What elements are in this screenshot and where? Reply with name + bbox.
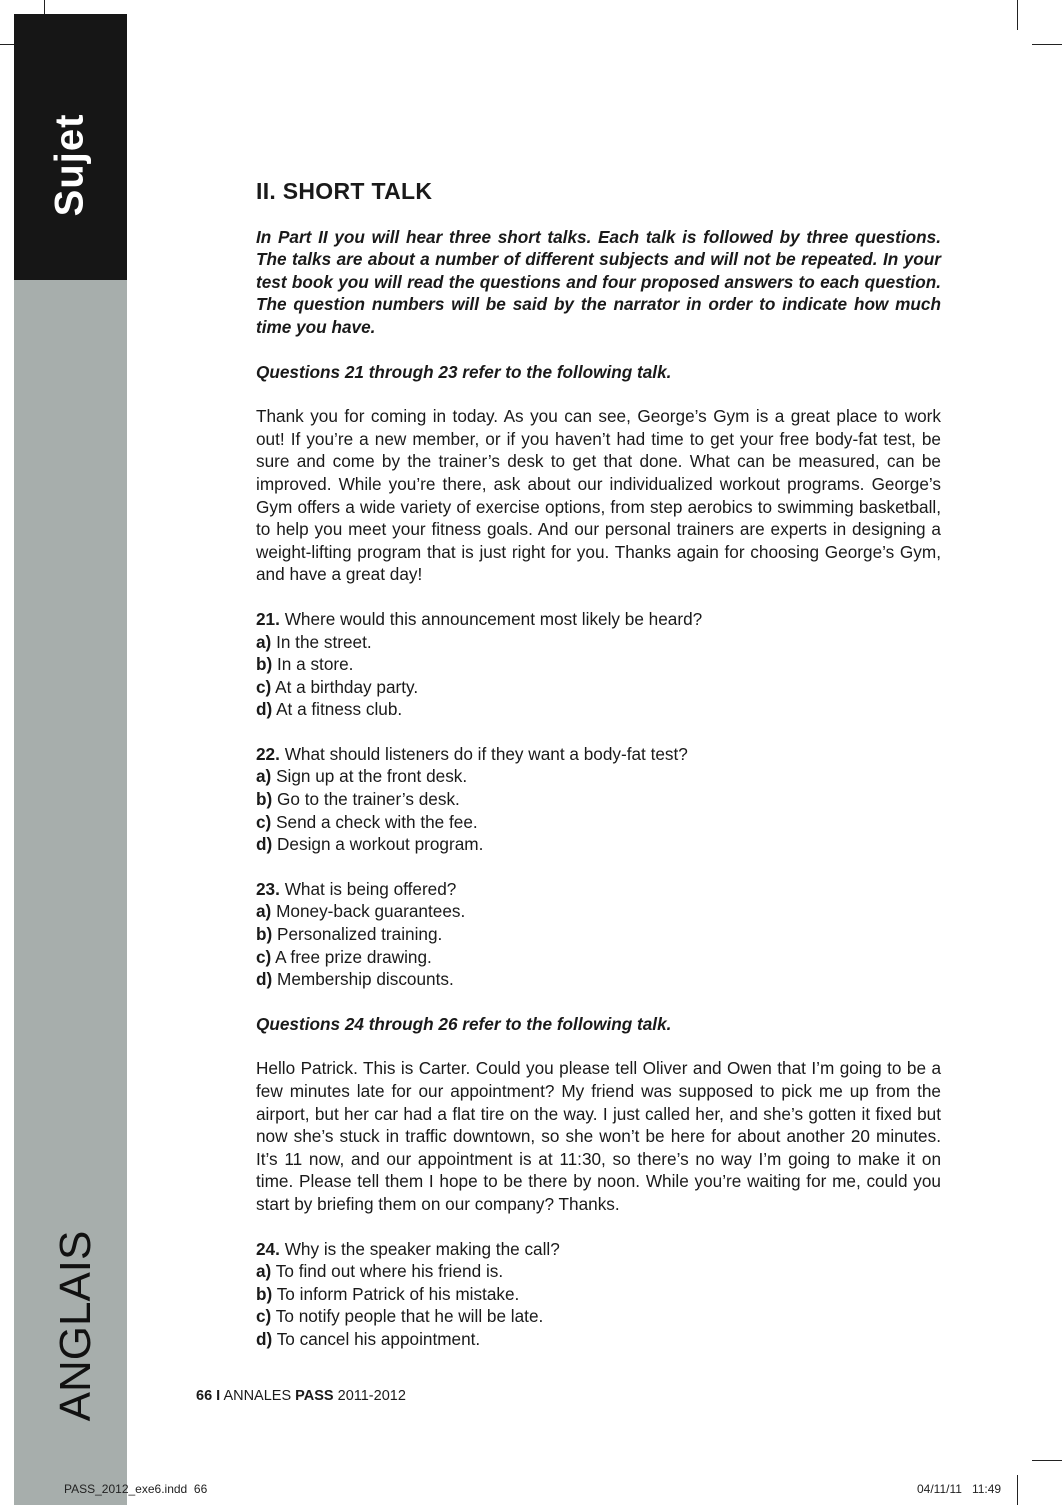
option-letter: d) <box>256 699 273 720</box>
option-letter: d) <box>256 834 273 855</box>
option-letter: d) <box>256 969 273 990</box>
option-letter: b) <box>256 1283 273 1304</box>
slug-time: 11:49 <box>971 1482 1002 1496</box>
questions-reference: Questions 24 through 26 refer to the following talk. <box>256 1013 672 1034</box>
slug-date: 04/11/11 <box>917 1482 962 1496</box>
crop-mark <box>1017 1475 1018 1505</box>
option-text: To find out where his friend is. <box>275 1261 504 1282</box>
question-text: What is being offered? <box>284 878 457 899</box>
option-letter: b) <box>256 924 273 945</box>
option-letter: c) <box>256 946 272 967</box>
print-slug-right <box>917 1482 1001 1496</box>
question-block <box>256 1238 941 1351</box>
question-text: Why is the speaker making the call? <box>284 1238 560 1259</box>
option-text: Personalized training. <box>277 924 443 945</box>
question-number: 21. <box>256 608 280 629</box>
footer-annales: ANNALES <box>223 1388 292 1404</box>
question-number: 23. <box>256 878 280 899</box>
option-text: To cancel his appointment. <box>276 1328 481 1349</box>
option-text: Money-back guarantees. <box>276 901 466 922</box>
option-text: Membership discounts. <box>277 969 454 990</box>
option-letter: c) <box>256 676 272 697</box>
answer-option <box>256 1305 941 1328</box>
slug-page: 66 <box>193 1482 208 1496</box>
talk-transcript: Hello Patrick. This is Carter. Could you please tell Oliver and Owen that I’m going to be a few minutes late for our appointment? My friend was supposed to pick me up from the airport, but her car had a flat tire on the way. I just called her, and she’s gotten it fixed but now she’s stuck in traffic downtown, so she won’t be here for about another 20 minutes. It’s 11 now, and our appointment is at 11:30, so there’s no way I’m going to make it on time. Please tell them I hope to be there by noon. While you’re waiting for me, could you start by briefing them on our company? Thanks. <box>256 1058 941 1214</box>
talk-transcript: Thank you for coming in today. As you can see, George’s Gym is a great place to work out! If you’re a new member, or if you haven’t had time to get your free body-fat test, be sure and come by the trainer’s desk to get that done. What can be measured, can be improved. While you’re there, ask about our individualized workout programs. George’s Gym offers a wide variety of exercise options, from step aerobics to swimming basketball, to help you meet your fitness goals. And our personal trainers are experts in designing a weight-lifting program that is just right for you. Thanks again for choosing George’s Gym, and have a great day! <box>256 406 941 585</box>
answer-option <box>256 900 941 923</box>
option-text: To inform Patrick of his mistake. <box>276 1283 520 1304</box>
page-content <box>256 180 941 1373</box>
question-text: Where would this announcement most likely be heard? <box>284 608 703 629</box>
page-footer <box>196 1388 406 1404</box>
option-letter: d) <box>256 1328 273 1349</box>
question-line <box>256 1238 941 1261</box>
answer-option <box>256 653 941 676</box>
footer-pass: PASS <box>295 1388 334 1404</box>
footer-separator: I <box>216 1388 221 1404</box>
option-text: Sign up at the front desk. <box>276 766 468 787</box>
answer-option <box>256 923 941 946</box>
crop-mark <box>1017 0 1018 30</box>
section-title: II. SHORT TALK <box>256 178 433 204</box>
option-letter: a) <box>256 901 272 922</box>
crop-mark <box>1032 1460 1062 1461</box>
question-block <box>256 878 941 991</box>
option-text: A free prize drawing. <box>275 946 432 967</box>
question-number: 22. <box>256 743 280 764</box>
option-letter: a) <box>256 631 272 652</box>
option-text: In a store. <box>277 654 354 675</box>
option-letter: a) <box>256 1261 272 1282</box>
answer-option <box>256 765 941 788</box>
print-slug-left <box>64 1482 207 1496</box>
answer-option <box>256 811 941 834</box>
slug-file: PASS_2012_exe6.indd <box>64 1482 188 1496</box>
option-letter: b) <box>256 654 273 675</box>
option-letter: c) <box>256 811 272 832</box>
option-text: In the street. <box>276 631 372 652</box>
answer-option <box>256 788 941 811</box>
answer-option <box>256 1283 941 1306</box>
questions-reference: Questions 21 through 23 refer to the following talk. <box>256 361 672 382</box>
option-text: Send a check with the fee. <box>276 811 478 832</box>
question-number: 24. <box>256 1238 280 1259</box>
option-letter: b) <box>256 789 273 810</box>
page-number: 66 <box>196 1388 213 1404</box>
question-block <box>256 608 941 721</box>
answer-option <box>256 946 941 969</box>
crop-mark <box>1032 44 1062 45</box>
answer-option <box>256 1328 941 1351</box>
question-line <box>256 878 941 901</box>
option-letter: c) <box>256 1306 272 1327</box>
sidebar-subject-label: ANGLAIS <box>51 1230 100 1422</box>
question-line <box>256 743 941 766</box>
answer-option <box>256 698 941 721</box>
option-letter: a) <box>256 766 272 787</box>
option-text: Design a workout program. <box>277 834 484 855</box>
question-block <box>256 743 941 856</box>
answer-option <box>256 833 941 856</box>
answer-option <box>256 631 941 654</box>
option-text: At a birthday party. <box>275 676 419 697</box>
option-text: At a fitness club. <box>276 699 403 720</box>
question-line <box>256 608 941 631</box>
section-instructions: In Part II you will hear three short talks. Each talk is followed by three questions. The talks are about a number of different subjects and will not be repeated. In your test book you will read the questions and four proposed answers to each question. The question numbers will be said by the narrator in order to indicate how much time you have. <box>256 226 941 337</box>
option-text: To notify people that he will be late. <box>275 1306 544 1327</box>
answer-option <box>256 1260 941 1283</box>
option-text: Go to the trainer’s desk. <box>277 789 460 810</box>
answer-option <box>256 676 941 699</box>
sidebar-sujet-label: Sujet <box>47 113 92 217</box>
question-text: What should listeners do if they want a body-fat test? <box>284 743 688 764</box>
answer-option <box>256 968 941 991</box>
footer-years: 2011-2012 <box>337 1388 406 1404</box>
